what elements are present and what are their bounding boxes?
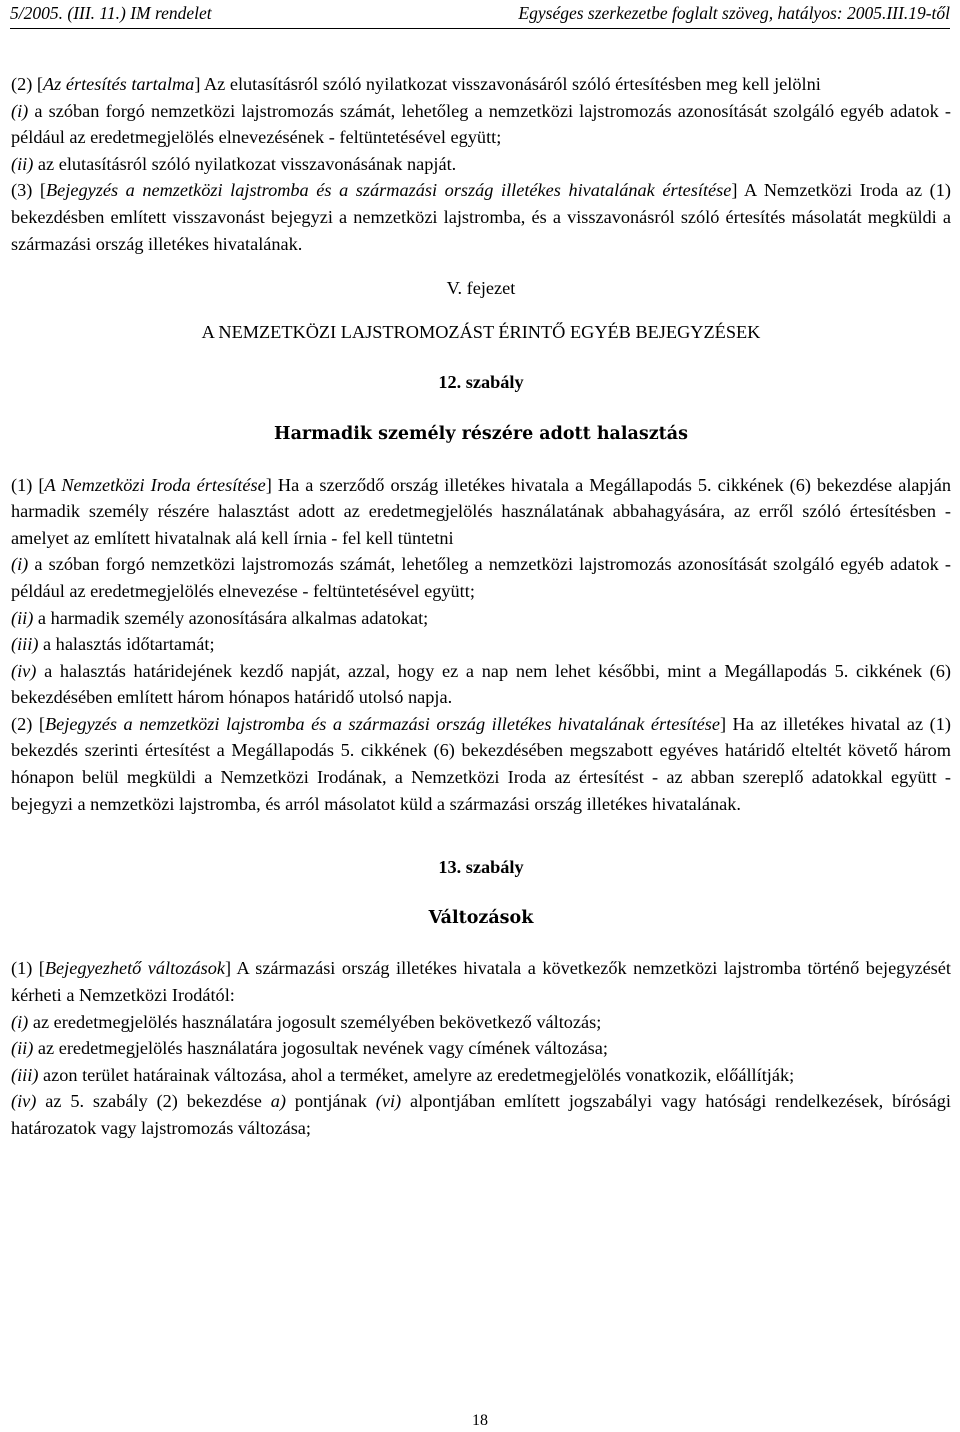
list-marker: (iii)	[11, 634, 39, 655]
italic-heading: Bejegyzés a nemzetközi lajstromba és a származási ország illetékes hivatalának értesítése	[45, 180, 732, 201]
page-number: 18	[472, 1412, 488, 1429]
text-span: ] A származási ország illetékes hivatala a következők nemzetközi lajstromba történő bejegyzését kérheti a Nemzetközi Irodától:	[11, 958, 951, 1006]
paragraph-deferral-registration	[11, 711, 951, 817]
italic-heading: A Nemzetközi Iroda értesítése	[44, 474, 266, 495]
list-item	[11, 658, 951, 711]
list-item	[11, 551, 951, 604]
list-marker: (i)	[11, 554, 29, 575]
list-item	[11, 605, 951, 632]
text-span: az 5. szabály (2) bekezdése	[36, 1091, 271, 1112]
list-item	[11, 1088, 951, 1141]
text-span: azon terület határainak változása, ahol a terméket, amelyre az eredetmegjelölés vonatkozik, előállítják;	[38, 1064, 795, 1085]
paragraph-registration	[11, 177, 951, 257]
rule-title: Változások	[428, 907, 534, 928]
header-left: 5/2005. (III. 11.) IM rendelet	[10, 3, 212, 23]
text-span: a szóban forgó nemzetközi lajstromozás számát, lehetőleg a nemzetközi lajstromozás azonosítását szolgáló egyéb adatok - például az eredetmegjelölés elnevezésének - feltüntetésével együtt;	[11, 100, 951, 148]
list-marker: (iii)	[11, 1064, 39, 1085]
running-header	[10, 0, 950, 29]
list-marker: (ii)	[11, 153, 34, 174]
list-item	[11, 151, 951, 178]
text-span: az eredetmegjelölés használatára jogosultak nevének vagy címének változása;	[33, 1038, 608, 1059]
text-span: ] Ha az illetékes hivatal az (1) bekezdés szerinti értesítést a Megállapodás 5. cikkének (6) bekezdésében megszabott egyéves határidő elteltét követő három hónapon belül megküldi a Nemzetközi Irodának, a Nemzetközi Iroda az értesítést - az abban szereplő adatokkal együtt - bejegyzi a nemzetközi lajstromba, és arról másolatot küld a származási ország illetékes hivatalának.	[11, 713, 951, 814]
text-span: (3) [	[11, 180, 46, 201]
italic-ref: a)	[270, 1091, 286, 1112]
header-right: Egységes szerkezetbe foglalt szöveg, hatályos: 2005.III.19-től	[518, 3, 950, 23]
text-span: pontjának	[285, 1091, 376, 1112]
text-span: az eredetmegjelölés használatára jogosult személyében bekövetkező változás;	[28, 1011, 602, 1032]
list-marker: (iv)	[11, 1091, 37, 1112]
chapter-heading: V. fejezet	[446, 278, 516, 299]
list-item	[11, 631, 951, 658]
italic-ref: (vi)	[375, 1091, 402, 1112]
text-span: a szóban forgó nemzetközi lajstromozás számát, lehetőleg a nemzetközi lajstromozás azonosítását szolgáló egyéb adatok - például az eredetmegjelölés elnevezése - feltüntetésével együtt;	[11, 554, 951, 601]
text-span: a harmadik személy azonosítására alkalmas adatokat;	[33, 607, 429, 628]
text-span: ] Ha a szerződő ország illetékes hivatala a Megállapodás 5. cikkének (6) bekezdése alapján harmadik személy részére halasztást adott az eredetmegjelölés használatának abbahagyására, az erről szóló értesítésben - amelyet az említett hivatalnak alá kell írnia - fel kell tüntetni	[11, 474, 951, 548]
list-marker: (ii)	[11, 1038, 34, 1059]
list-item	[11, 1062, 951, 1089]
list-item	[11, 1009, 951, 1036]
list-marker: (i)	[11, 1011, 29, 1032]
italic-heading: Bejegyzés a nemzetközi lajstromba és a származási ország illetékes hivatalának értesítése	[44, 713, 720, 734]
text-span: ] Az elutasításról szóló nyilatkozat visszavonásáról szóló értesítésben meg kell jelölni	[194, 74, 821, 94]
text-span: (2) [	[11, 713, 45, 734]
text-span: (2) [	[11, 74, 43, 94]
text-span: (1) [	[11, 474, 45, 495]
list-item	[11, 98, 951, 151]
text-span: alpontjában említett jogszabályi vagy hatósági rendelkezések, bírósági határozatok vagy lajstromozás változása;	[11, 1091, 951, 1138]
list-item	[11, 1035, 951, 1062]
text-span: a halasztás határidejének kezdő napját, azzal, hogy ez a nap nem lehet későbbi, mint a Megállapodás 5. cikkének (6) bekezdésében említett három hónapos határidő utolsó napja.	[11, 660, 951, 708]
paragraph-notice-content	[11, 71, 951, 98]
chapter-title: A NEMZETKÖZI LAJSTROMOZÁST ÉRINTŐ EGYÉB BEJEGYZÉSEK	[201, 321, 761, 342]
rule-title: Harmadik személy részére adott halasztás	[274, 423, 688, 444]
italic-heading: Bejegyezhető változások	[44, 958, 225, 979]
list-marker: (i)	[11, 100, 29, 121]
rule-heading: 13. szabály	[438, 857, 524, 878]
list-marker: (iv)	[11, 660, 37, 681]
rule-heading: 12. szabály	[438, 372, 524, 393]
text-span: (1) [	[11, 958, 45, 979]
text-span: a halasztás időtartamát;	[38, 634, 215, 655]
text-span: ] A Nemzetközi Iroda az (1) bekezdésben említett visszavonást bejegyzi a nemzetközi lajstromba, és a visszavonásról szóló értesítés másolatát megküldi a származási ország illetékes hivatalának.	[11, 180, 951, 254]
text-span: az elutasításról szóló nyilatkozat visszavonásának napját.	[33, 153, 457, 174]
list-marker: (ii)	[11, 607, 34, 628]
italic-heading: Az értesítés tartalma	[42, 74, 195, 94]
paragraph-deferral-notice	[11, 472, 951, 552]
paragraph-changes	[11, 955, 951, 1008]
document-body	[11, 71, 951, 1142]
